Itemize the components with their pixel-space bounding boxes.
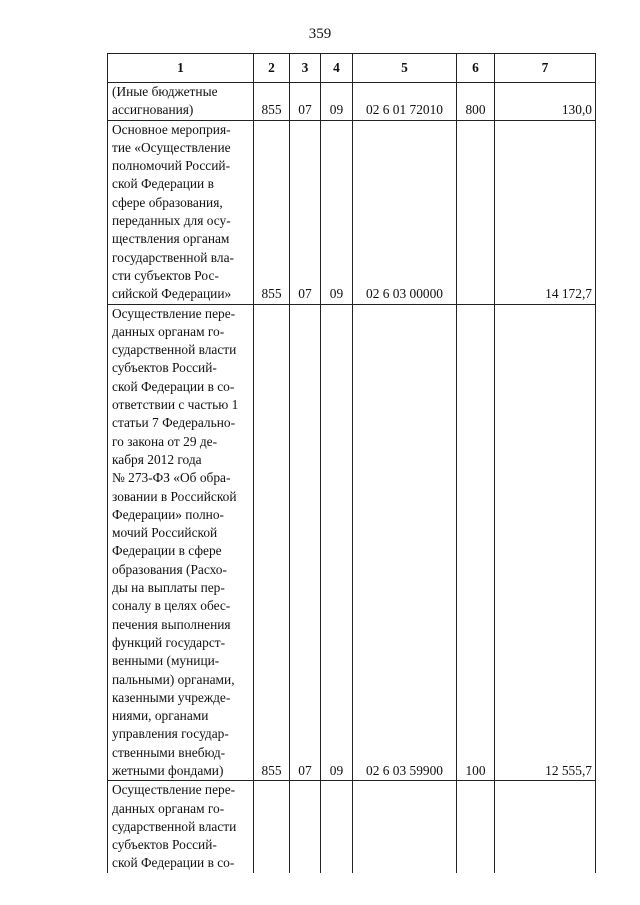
- row-name-line: Основное мероприя-: [112, 121, 231, 137]
- row-name-line: ды на выплаты пер-: [112, 580, 225, 596]
- row-name-line: данных органам го-: [112, 323, 225, 339]
- row-name-line: переданных для осу-: [112, 213, 231, 229]
- row-name-line: кабря 2012 года: [112, 451, 202, 467]
- row-name-cell: [108, 304, 254, 781]
- row-name-line: субъектов Россий-: [112, 360, 217, 376]
- row-name-line: данных органам го-: [112, 800, 225, 816]
- target-article-cell: 02 6 03 00000: [353, 120, 457, 304]
- row-name-line: мочий Российской: [112, 525, 218, 541]
- budget-table: [107, 53, 596, 873]
- row-name-line: ответствии с частью 1: [112, 397, 239, 413]
- row-name-line: ществления органам: [112, 231, 230, 247]
- row-name-line: ниями, органами: [112, 708, 209, 724]
- row-name-line: казенными учрежде-: [112, 689, 231, 705]
- section-code-cell: 07: [290, 83, 321, 121]
- expense-type-cell: 100: [457, 304, 495, 781]
- row-name-line: сти субъектов Рос-: [112, 267, 219, 283]
- subsection-code-cell: 09: [321, 83, 353, 121]
- header-col-4: 4: [321, 54, 353, 83]
- target-article-cell: [353, 781, 457, 873]
- header-col-5: 5: [353, 54, 457, 83]
- expense-type-cell: [457, 120, 495, 304]
- row-name-line: пальными) органами,: [112, 671, 235, 687]
- row-name-cell: [108, 781, 254, 873]
- target-article-cell: 02 6 03 59900: [353, 304, 457, 781]
- row-name-line: сударственной власти: [112, 818, 237, 834]
- row-name-line: статьи 7 Федерально-: [112, 415, 236, 431]
- row-name-line: ассигнования): [112, 102, 194, 118]
- section-code-cell: 07: [290, 304, 321, 781]
- row-name-line: тие «Осуществление: [112, 139, 231, 155]
- table-row: [108, 120, 596, 304]
- subsection-code-cell: 09: [321, 120, 353, 304]
- table-row: [108, 781, 596, 873]
- row-name-line: Федерации в сфере: [112, 543, 222, 559]
- table-row: [108, 304, 596, 781]
- row-name-line: ской Федерации в со-: [112, 378, 235, 394]
- expense-type-cell: 800: [457, 83, 495, 121]
- row-name-line: ской Федерации в со-: [112, 855, 235, 871]
- chapter-code-cell: [254, 781, 290, 873]
- chapter-code-cell: 855: [254, 83, 290, 121]
- amount-cell: 12 555,7: [495, 304, 596, 781]
- header-col-3: 3: [290, 54, 321, 83]
- row-name-cell: [108, 120, 254, 304]
- chapter-code-cell: 855: [254, 120, 290, 304]
- amount-cell: 14 172,7: [495, 120, 596, 304]
- row-name-line: печения выполнения: [112, 616, 231, 632]
- row-name-line: управления государ-: [112, 726, 229, 742]
- header-col-7: 7: [495, 54, 596, 83]
- row-name-line: сударственной власти: [112, 342, 237, 358]
- row-name-line: полномочий Россий-: [112, 158, 231, 174]
- header-row: [108, 54, 596, 83]
- row-name-line: венными (муници-: [112, 653, 220, 669]
- row-name-line: жетными фондами): [112, 762, 224, 778]
- table-body: [108, 83, 596, 873]
- row-name-line: сийской Федерации»: [112, 286, 232, 302]
- table-row: [108, 83, 596, 121]
- target-article-cell: 02 6 01 72010: [353, 83, 457, 121]
- amount-cell: [495, 781, 596, 873]
- row-name-line: Осуществление пере-: [112, 782, 236, 798]
- section-code-cell: [290, 781, 321, 873]
- header-col-1: 1: [108, 54, 254, 83]
- chapter-code-cell: 855: [254, 304, 290, 781]
- header-col-2: 2: [254, 54, 290, 83]
- page-number: 359: [308, 26, 332, 42]
- row-name-line: Федерации» полно-: [112, 506, 224, 522]
- row-name-line: образования (Расхо-: [112, 561, 227, 577]
- row-name-cell: [108, 83, 254, 121]
- row-name-line: ственными внебюд-: [112, 744, 226, 760]
- row-name-line: го закона от 29 де-: [112, 433, 218, 449]
- header-col-6: 6: [457, 54, 495, 83]
- row-name-line: субъектов Россий-: [112, 837, 217, 853]
- section-code-cell: 07: [290, 120, 321, 304]
- row-name-line: функций государст-: [112, 634, 226, 650]
- row-name-line: ской Федерации в: [112, 176, 214, 192]
- row-name-line: сфере образования,: [112, 194, 223, 210]
- row-name-line: зовании в Российской: [112, 488, 237, 504]
- subsection-code-cell: [321, 781, 353, 873]
- row-name-line: № 273-ФЗ «Об обра-: [112, 470, 231, 486]
- subsection-code-cell: 09: [321, 304, 353, 781]
- expense-type-cell: [457, 781, 495, 873]
- row-name-line: (Иные бюджетные: [112, 84, 218, 99]
- row-name-line: Осуществление пере-: [112, 305, 236, 321]
- row-name-line: соналу в целях обес-: [112, 598, 231, 614]
- row-name-line: государственной вла-: [112, 249, 235, 265]
- amount-cell: 130,0: [495, 83, 596, 121]
